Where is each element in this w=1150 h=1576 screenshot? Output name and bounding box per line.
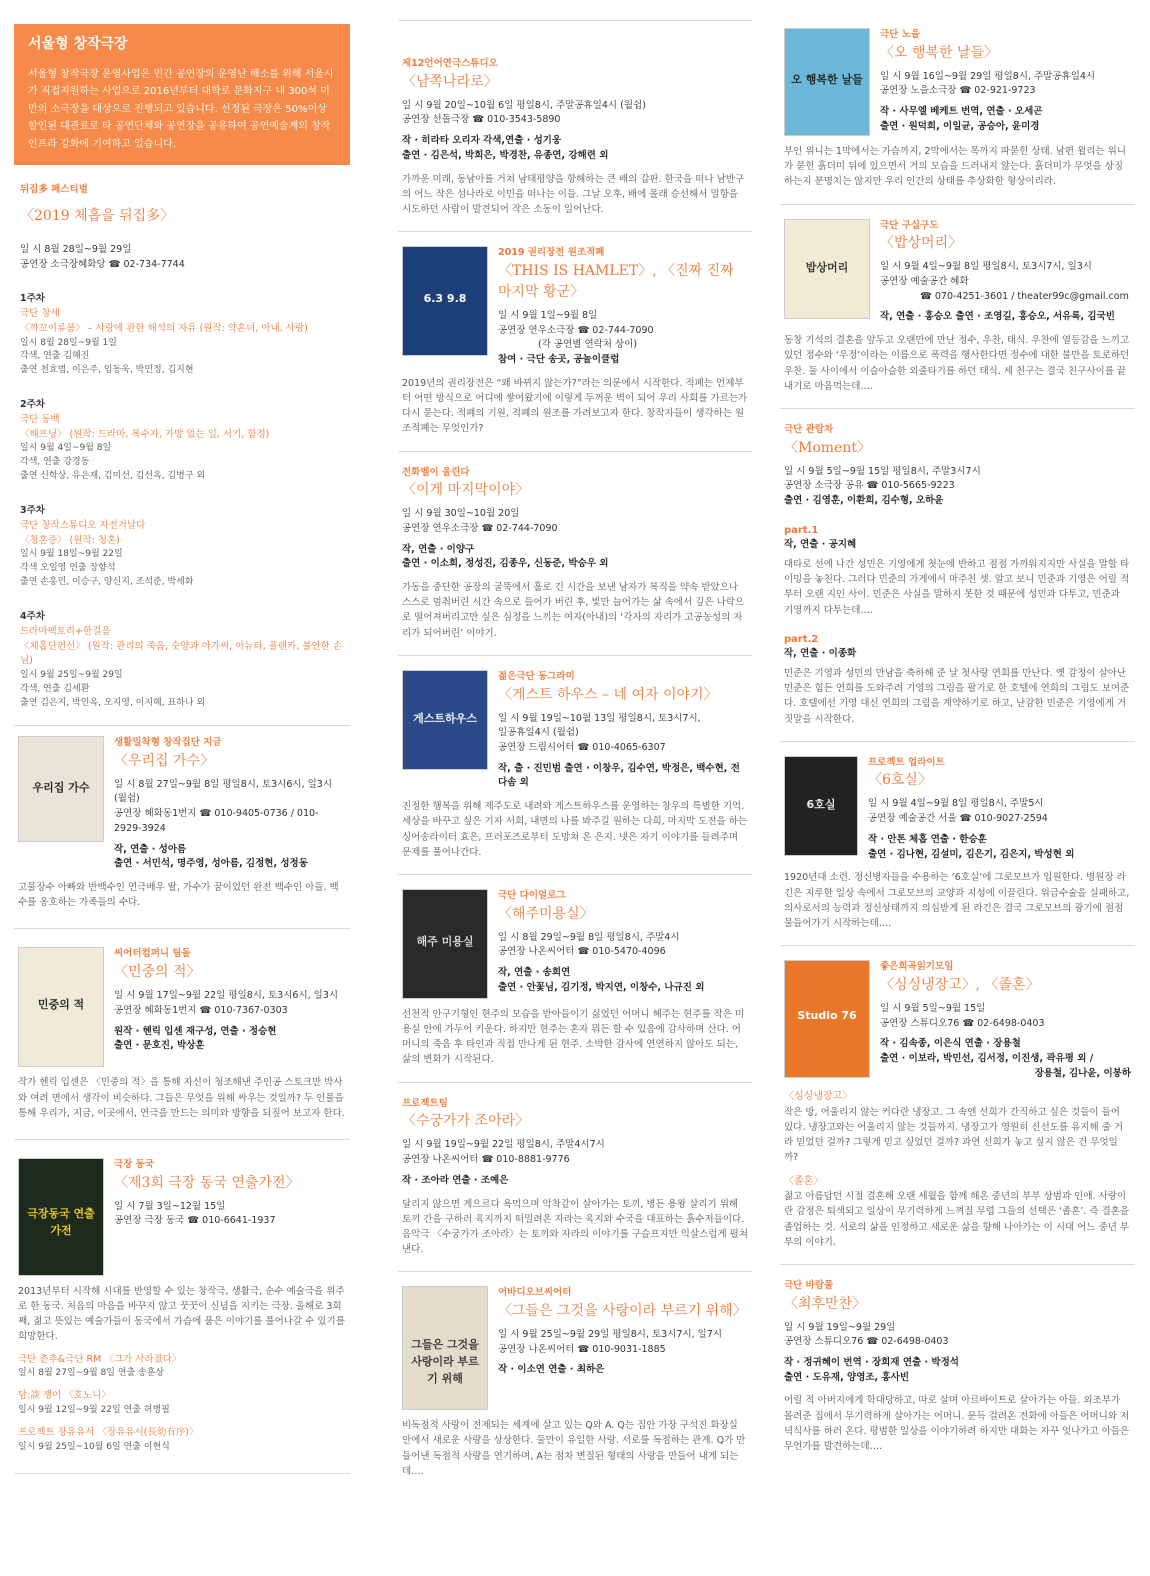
part-description: 대타로 선에 나간 성민은 기영에게 첫눈에 반하고 점점 가까워지지만 사실을 말할 타이밍을 놓친다. 그러다 민준의 가게에서 마주친 셋. 알고 보니 민준과 기영은 어릴 적부터 오랜 지인 사이. 민준은 사실을 말하지 못한 것 때문에 성민과 다투고, 민준과 기영까지 다투는데…. — [784, 559, 1130, 616]
dongguk-show: 프로젝트 장유유서 〈장유유서(長幼有序)〉 — [18, 1426, 199, 1438]
dongguk-date: 일시 8월 27일~9월 8일 연출 송훈상 — [18, 1368, 165, 1379]
description: 비독점적 사랑이 전제되는 세계에 살고 있는 Q와 A. Q는 집안 가장 구석진 화장실 안에서 새로운 사랑을 상상한다. 둘만이 유일한 사랑. 서로를 독점하는 관계. Q가 만들어낸 독점적 사랑을 연기하며, A는 점차 변질된 형태의 사랑을 만들어 내게 되는데…. — [402, 1420, 746, 1477]
cast: 출연 · 김나현, 김설미, 김은기, 김은지, 박성현 외 — [868, 848, 1075, 860]
credits: 작 · 사무엘 베케트 번역, 연출 · 오세곤 — [880, 106, 1043, 118]
credits: 작, 연출 · 송희연 — [498, 967, 571, 979]
poster-caption: 6호실 — [806, 797, 836, 811]
date: 일 시 9월 16일~9월 29일 평일8시, 주말공휴일4시 — [880, 70, 1096, 82]
entry-header — [784, 960, 1131, 1081]
show-entry — [780, 1279, 1135, 1454]
venue: 공연장 연우소극장 ☎ 02-744-7090 — [402, 522, 558, 534]
description: 고물장수 아빠와 반백수인 연극배우 딸, 가수가 꿈이었던 완전 백수인 아들. 백수를 옹호하는 가족들의 수다. — [18, 881, 339, 909]
show-title: 〈제3회 극장 동국 연출가전〉 — [114, 1174, 300, 1191]
venue: 공연장 혜화동1번지 ☎ 010-7367-0303 — [114, 1004, 288, 1016]
work-title: 〈청혼증〉 (원작: 청혼) — [20, 534, 120, 546]
show-info — [868, 756, 1131, 863]
week-date: 일시 8월 28일~9월 1일 — [20, 337, 117, 348]
date: 일 시 9월 17일~9월 22일 평일8시, 토3시6시, 일3시 — [114, 990, 339, 1002]
description: 동창 기석의 결혼을 앞두고 오랜만에 만난 정수, 우찬, 태식. 우찬에 열등감을 느끼고 있던 정수와 ‘우정’이라는 이름으로 폭력을 행사한다면 정수에 대한 불만을 토로하던 우찬. 둘 사이에서 이슬아슬한 외줄타기를 하던 태식. 세 친구는 결국 친구사이를 끝내기로 마음먹는데…. — [784, 335, 1130, 392]
cast: 출연 · 서민석, 명주영, 성아름, 김정현, 성정동 — [114, 858, 308, 870]
cast: 출연 · 원덕희, 이일균, 공승아, 윤미경 — [880, 120, 1040, 132]
show-info — [402, 466, 748, 573]
show-entry — [780, 219, 1135, 394]
category: 뒤집多 페스티벌 — [20, 184, 88, 196]
intro-box — [14, 24, 350, 165]
divider — [398, 1271, 752, 1272]
show-entry — [398, 1286, 752, 1479]
show-title: 〈THIS IS HAMLET〉, 〈진짜 진짜 마지막 황군〉 — [498, 262, 734, 300]
category: 전화벨이 울린다 — [402, 466, 470, 478]
festival-section — [14, 165, 350, 711]
show-entry — [398, 246, 752, 436]
credits: 작 · 이소연 연출 · 최하은 — [498, 1364, 605, 1376]
show-title: 〈그들은 그것을 사랑이라 부르기 위해〉 — [498, 1303, 747, 1319]
date: 일 시 7월 3일~12월 15일 — [114, 1200, 226, 1212]
week-label: 2주차 — [20, 399, 45, 411]
poster-caption: 밥상머리 — [805, 260, 849, 274]
show-info — [402, 1097, 748, 1189]
cast: 출연 · 도유재, 양영조, 홍사빈 — [784, 1371, 910, 1383]
show-title: 〈게스트 하우스 – 네 여자 이야기〉 — [498, 686, 718, 703]
poster-image — [18, 947, 104, 1067]
show-info — [498, 670, 748, 791]
poster-image — [402, 889, 488, 999]
entry-header — [402, 670, 748, 791]
credits: 작, 연출 · 홍승오 출연 · 조영길, 홍승오, 서유록, 김국빈 — [880, 311, 1115, 323]
week-date: 일시 9월 25일~9월 29일 — [20, 670, 123, 681]
venue: ☎ 070-4251-3601 / theater99c@gmail.com — [920, 290, 1129, 302]
category: 좋은희곡읽기모임 — [880, 961, 954, 973]
category: 어바디오브씨어터 — [498, 1287, 572, 1299]
venue: 공연장 예술공간 혜화 — [880, 276, 969, 287]
description: 작가 헨릭 입센은 〈민중의 적〉을 통해 자신이 청조해낸 주인공 스토크만 박사와 여려 면에서 생각이 비슷하다. 그들은 무엇을 위해 싸우는 것일까? 두 인물을 통해 우리가, 지금, 이곳에서, 연극을 만드는 의미와 방향을 되짚어 보고자 한다. — [18, 1077, 345, 1119]
poster-caption: 오 행복한 날들 — [791, 73, 863, 87]
cast: 출연 · 김영훈, 이환희, 김수형, 오하윤 — [784, 495, 944, 507]
description: 2019년의 권리장전은 “왜 바뀌지 않는가?”라는 의문에서 시작한다. 적폐는 언제부터 어떤 방식으로 어디에 쌓여왔기에 이렇게 두꺼운 벽이 되어 우리 사회를 가르는가 다시 묻는다. 적폐의 기원, 적폐의 원조를 가려보고자 한다. 창작자들이 생각하는 원조적폐는 무엇인가? — [402, 377, 748, 435]
divider — [14, 928, 350, 929]
show-entry — [780, 756, 1135, 931]
show-title: 〈2019 체홉을 뒤집多〉 — [20, 207, 175, 224]
show-title: 〈최후만찬〉 — [784, 1295, 867, 1312]
divider — [780, 204, 1135, 205]
poster-image — [402, 246, 488, 356]
week-label: 1주차 — [20, 293, 45, 305]
intro-title: 서울형 창작극장 — [28, 36, 128, 52]
date: 일 시 8월 28일~9월 29일 — [20, 243, 132, 255]
cast: 출연 · 김은석, 박희은, 박경찬, 유종연, 강해련 외 — [402, 149, 609, 161]
show-title: 〈Moment〉 — [784, 439, 871, 456]
show-info — [498, 889, 748, 996]
show-title: 〈싱싱냉장고〉, 〈졸혼〉 — [880, 976, 1040, 993]
description: 1920년대 소련. 정신병자들을 수용하는 ‘6호실’에 그로모브가 입원한다. 병원장 라긴은 지루한 일상 속에서 그로모브의 교양과 지성에 이끌린다. 위급수술을 실패하고, 의사로서의 능력과 정신상태까지 의심받게 된 라긴은 결국 그로모브의 광기에 점점 물들어가기 시작하는데…. — [784, 872, 1130, 929]
show-title: 〈우리집 가수〉 — [114, 752, 215, 769]
date: 일 시 9월 30일~10월 20일 — [402, 508, 520, 520]
work-title: 〈체홉단편선〉 (원작: 관리의 죽음, 숫양과 아가씨, 아뉴타, 플랜카, 불안한 손님) — [20, 640, 343, 667]
week-label: 4주차 — [20, 611, 45, 623]
entry-header — [784, 756, 1131, 863]
date: 일 시 9월 4일~9월 8일 평일8시, 주말5시 — [868, 798, 1044, 810]
description: 가까운 미래, 동남아를 거쳐 남태평양을 항해하는 큰 배의 갑판. 한국을 떠나 남반구의 어느 작은 섬나라로 이민을 떠나는 이들. 그날 오후, 배에 몰래 승선해서 밀항을 시도하던 사람이 발견되어 작은 소동이 일어난다. — [402, 173, 745, 215]
date: 일 시 9월 19일~9월 22일 평일8시, 주말4시7시 — [402, 1139, 605, 1151]
description: 어릴 적 아버지에게 학대당하고, 따로 살며 아르바이트로 살아가는 아들. 외조부가 몰려준 집에서 무기력하게 살아가는 어머니. 문득 걸려온 전화에 아들은 어머니와 저녁식사를 하러 온다. 평범한 일상을 이야기하려 하지만 대화는 자꾸 엇나가고 아들은 무언가를 발견하는데…. — [784, 1395, 1130, 1453]
date: 일 시 8월 27일~9월 8일 평일8시, 토3시6시, 일3시 (월쉼) — [114, 778, 333, 805]
show-info — [114, 736, 346, 872]
venue: 공연장 노을소극장 ☎ 02-921-9723 — [880, 85, 1036, 97]
part-credit: 작, 연출 · 이종화 — [784, 648, 857, 660]
show-entry — [398, 889, 752, 1068]
column-1 — [14, 0, 350, 1484]
show-title: 〈이게 마지막이야〉 — [402, 482, 530, 499]
poster-caption: 우리집 가수 — [32, 780, 90, 794]
venue: 공연장 나온씨어터 ☎ 010-9031-1885 — [498, 1343, 666, 1355]
category: 젊은극단 동그라미 — [498, 670, 575, 682]
venue: 공연장 극장 동국 ☎ 010-6641-1937 — [114, 1215, 276, 1227]
category: 극단 바람풀 — [784, 1279, 834, 1291]
venue: 공연장 소극장 공유 ☎ 010-5665-9223 — [784, 480, 955, 492]
date: 일 시 9월 5일~9월 15일 — [880, 1002, 986, 1014]
show-info — [402, 57, 748, 164]
poster-image — [18, 1158, 104, 1276]
week-block — [20, 292, 344, 378]
poster-caption: 게스트하우스 — [413, 712, 477, 726]
sub-title: 〈싱싱냉장고〉 — [784, 1091, 853, 1103]
venue: 공연장 나온씨어터 ☎ 010-5470-4096 — [498, 946, 666, 958]
show-title: 〈6호실〉 — [868, 772, 932, 789]
date: 일 시 9월 19일~9월 29일 — [784, 1321, 896, 1333]
intro-text: 서울형 창작극장 운영사업은 민간 공연장의 운영난 해소를 위해 서울시가 직접지원하는 사업으로 2016년부터 대학로 문화지구 내 300석 미만의 소극장을 대상으로 진행되고 있습니다. 선정된 극장은 50%이상 할인된 대관료로 타 공연단체와 공연장을 공유하여 공연예술계의 창작 인프라 강화에 기여하고 있습니다. — [28, 68, 334, 150]
week-cast: 출연 김은지, 박인옥, 오지영, 이지혜, 표하나 외 — [20, 698, 206, 708]
date: 일 시 9월 19일~10월 13일 평일8시, 토3시7시, — [498, 712, 701, 724]
divider — [398, 874, 752, 875]
show-entry — [780, 28, 1135, 190]
category: 프로젝트팀 — [402, 1097, 448, 1109]
part-description: 민준은 기영과 성민의 만남을 축하해 준 날 첫사랑 연희를 만난다. 옛 감정이 살아난 민준은 힘든 연희를 도와주려 기영의 그림을 팔기로 한 호텔에 연희의 그림도 보여준다. 호텔에선 기영 대신 연희의 그림을 계약하기로 하고, 난감한 민준은 기영에게 거짓말을 시작한다. — [784, 667, 1130, 725]
show-entry — [398, 670, 752, 860]
dongguk-date: 일시 9월 12일~9월 22일 연출 허병필 — [18, 1405, 170, 1416]
divider — [780, 408, 1135, 409]
poster-image — [784, 756, 858, 856]
show-title: 〈남쪽나라로〉 — [402, 73, 498, 90]
part-label: part.2 — [784, 633, 819, 645]
category: 극단 다이얼로그 — [498, 889, 566, 901]
category: 씨어터컴퍼니 팀돌 — [114, 948, 191, 960]
entry-header — [402, 246, 748, 368]
column-2 — [398, 0, 752, 1479]
week-director: 각색, 연출 강경동 — [20, 457, 90, 468]
entry-header — [18, 1158, 346, 1276]
show-title: 〈밥상머리〉 — [880, 235, 963, 252]
date: 일 시 8월 29일~9월 8일 평일8시, 주말4시 — [498, 931, 680, 943]
credits: 작, 연출 · 이양구 — [402, 543, 475, 555]
show-title: 〈민중의 적〉 — [114, 964, 201, 981]
venue: 공연장 연우소극장 ☎ 02-744-7090 — [498, 324, 654, 336]
show-entry — [14, 1158, 350, 1345]
dongguk-date: 일시 9월 25일~10월 6일 연출 이현식 — [18, 1441, 170, 1452]
venue: 공연장 혜화동1번지 ☎ 010-9405-0736 / 010-2929-3924 — [114, 808, 319, 834]
show-info — [114, 947, 346, 1054]
week-block — [20, 398, 344, 484]
venue: 공연장 스튜디오76 ☎ 02-6498-0403 — [880, 1017, 1045, 1029]
venue: 공연장 나온씨어터 ☎ 010-8881-9776 — [402, 1154, 570, 1166]
credits: 작 · 정귀혜이 번역 · 장희재 연출 · 박정석 — [784, 1357, 959, 1369]
credits: 원작 · 헨릭 입센 재구성, 연출 · 정승현 — [114, 1025, 277, 1037]
category: 프로젝트 업라이트 — [868, 756, 945, 768]
divider — [780, 741, 1135, 742]
description: 달리지 않으면 게으르다 욕먹으며 악착같이 살아가는 토끼, 병든 용왕 살리기 위해 토끼 간을 구하러 육지까지 떠밀려온 자라는 육지와 수국을 대표하는 흙수저들이다. 음악극 〈수궁가가 조아라〉는 토끼와 자라의 이야기를 구슬프지만 익살스럽게 펼쳐낸다. — [402, 1198, 749, 1256]
show-info — [880, 219, 1131, 326]
cast: 참여 · 극단 송곳, 공놀이클럽 — [498, 354, 620, 366]
show-entry — [398, 1097, 752, 1258]
date: 일 시 9월 1일~9월 8일 — [498, 309, 598, 321]
work-title: 〈해프닝〉 (원작: 드라마, 복수자, 가망 없는 일, 서기, 함정) — [20, 428, 270, 440]
date: 일 시 9월 5일~9월 15일 평일8시, 주말3시7시 — [784, 465, 981, 477]
venue: 공연장 스튜디오76 ☎ 02-6498-0403 — [784, 1336, 949, 1348]
poster-image — [784, 28, 870, 136]
venue: 공연장 예술공간 서울 ☎ 010-9027-2594 — [868, 813, 1048, 825]
week-block — [20, 610, 344, 711]
date: 일 시 9월 4일~9월 8일 평일8시, 토3시7시, 일3시 — [880, 261, 1092, 273]
category: 극장 동국 — [114, 1158, 155, 1170]
divider — [398, 231, 752, 232]
credits: 작 · 조아라 연출 · 조예은 — [402, 1174, 509, 1186]
divider — [398, 1082, 752, 1083]
credits: 작, 연출 · 성아름 — [114, 843, 187, 855]
poster-image — [18, 736, 104, 842]
description: 진정한 행복을 위해 제주도로 내려와 게스트하우스를 운영하는 창우의 특별한 기억. 세상을 바꾸고 싶은 기자 서희, 내면의 나를 봐주길 원하는 다희, 마지막 도전을 하는 싱어송라이터 효은, 프러포즈로부터 도망쳐 온 은지. 넷은 자기 이야기를 들려주며 문제를 풀어나간다. — [402, 801, 748, 858]
dongguk-show: 담:談 쟁이 〈호노니〉 — [18, 1390, 111, 1402]
description: 가동을 중단한 공장의 굴뚝에서 홀로 긴 시간을 보낸 남자가 복직을 약속 받았으나 스스로 멈춰버린 시간 속으로 들어가 버린 후, 빛만 늘어가는 삶 속에서 깊은 나락으로 떨어져버리고만 싶은 심정을 느끼는 여자(아내)의 ‘각자의 자리가 고공농성의 자리가 되어버린’ 이야기. — [402, 582, 745, 639]
show-entry — [14, 736, 350, 910]
category: 극단 노을 — [880, 29, 921, 40]
week-director: 각색 오일영 연출 장향석 — [20, 563, 116, 574]
team-name: 극단 창세 — [20, 308, 60, 320]
poster-image — [784, 960, 870, 1078]
divider — [780, 1264, 1135, 1265]
show-info — [784, 1279, 1131, 1386]
poster-caption: 민중의 적 — [37, 997, 85, 1011]
description: 2013년부터 시작해 시대를 반영할 수 있는 창작극, 생활극, 순수 예술극을 위주로 한 동국. 처음의 마음을 바꾸지 않고 꿋꿋이 신념을 지키는 극장. 올해로 3회째, 젊고 뜻있는 예술가들이 동국에서 가슴에 품은 이야기를 풀어나갈 수 있기를 희망한다. — [18, 1285, 345, 1343]
divider — [398, 655, 752, 656]
cast: 출연 · 안꽃님, 김기정, 박지연, 이창수, 나규진 외 — [498, 981, 705, 993]
credits: 작 · 안톤 체홉 연출 · 한승훈 — [868, 833, 987, 845]
entry-header — [402, 1286, 748, 1410]
poster-caption: 극장동국 연출가전 — [27, 1207, 95, 1238]
divider — [780, 945, 1135, 946]
week-cast: 출연 천효범, 이은주, 임동욱, 박민정, 김지현 — [20, 365, 194, 376]
show-info — [114, 1158, 346, 1229]
cast: 출연 · 이보라, 박민선, 김서정, 이진생, 곽유평 외 / — [880, 1052, 1094, 1064]
venue: (각 공연별 연락처 상이) — [538, 339, 638, 351]
category: 2019 권리장전 원조적폐 — [498, 247, 605, 259]
credits: 작 · 히라타 오리자 각색,연출 · 성기웅 — [402, 135, 562, 147]
cast: 출연 · 이소희, 정성진, 김종우, 신동준, 박승우 외 — [402, 558, 609, 570]
team-name: 드라마팩토리+한걸음 — [20, 625, 111, 637]
part-label: part.1 — [784, 524, 819, 536]
sub-description: 작은 방, 어울리지 않는 커다란 냉장고. 그 속엔 선희가 간직하고 싶은 것들이 들어 있다. 냉장고와는 어울리지 않는 것들까지. 냉장고가 영원히 신선도를 유지해 줄 거라 믿었던 걸까? 그렇게 믿고 싶었던 걸까? 과연 선희가 놓고 싶지 않은 건 무엇일까? — [784, 1106, 1124, 1164]
poster-image — [784, 219, 870, 319]
show-entry — [398, 466, 752, 641]
credits: 작 · 김속종, 이은식 연출 · 장용철 — [880, 1038, 1021, 1050]
week-block — [20, 504, 344, 590]
week-cast: 출연 손흥민, 이승구, 양신지, 조석준, 박세화 — [20, 577, 194, 588]
cast: 출연 · 문호진, 박상훈 — [114, 1040, 205, 1052]
show-info — [880, 960, 1131, 1081]
sub-description: 젊고 아름답던 시절 결혼해 오랜 세월을 함께 해온 중년의 부부 상범과 인애. 사랑이란 감정은 퇴색되고 일상이 무기력하게 느껴질 무렵 그들의 선택은 ‘졸혼’. 즉 결혼을 졸업하는 것. 서로의 삶을 인정하고 새로운 삶을 향해 나아가는 이 시대 어느 중년 부부의 이야기. — [784, 1191, 1130, 1248]
divider — [398, 451, 752, 452]
show-entry — [14, 947, 350, 1121]
week-date: 일시 9월 4일~9월 8일 — [20, 443, 112, 454]
poster-caption: 6.3 9.8 — [423, 292, 467, 306]
cast: 장용철, 김나윤, 이봉하 — [1034, 1067, 1131, 1079]
week-cast: 출연 신학상, 유은재, 김미선, 김선옥, 김병구 외 — [20, 471, 206, 482]
entry-header — [18, 736, 346, 872]
poster-caption: 그들은 그것을 사랑이라 부르기 위해 — [411, 1338, 479, 1386]
poster-image — [402, 670, 488, 770]
category: 극단 구십구도 — [880, 219, 939, 231]
credits: 작, 출 · 진민범 출연 · 이창우, 김수연, 박정은, 백수현, 전다솜 외 — [498, 762, 740, 789]
team-name: 극단 동백 — [20, 414, 60, 426]
description: 부인 위니는 1막에서는 가슴까지, 2막에서는 목까지 파묻힌 상태. 남편 윌리는 위니가 묻힌 흙더미 뒤에 있으면서 거의 모습을 드러내지 않는다. 흙더미가 무엇을 상징하는지 분명치는 않지만 우리 인간의 상태를 추상화한 형상이리라. — [784, 146, 1126, 188]
show-entry — [398, 57, 752, 217]
week-label: 3주차 — [20, 505, 45, 517]
category: 극단 관람차 — [784, 423, 834, 435]
poster-image — [402, 1286, 488, 1410]
date: 일 시 9월 20일~10월 6일 평일8시, 주말공휴일4시 (월쉼) — [402, 99, 646, 111]
category: 제12언어연극스튜디오 — [402, 58, 498, 69]
show-title: 〈오 행복한 날들〉 — [880, 44, 999, 61]
poster-caption: 해주 미용실 — [416, 935, 474, 949]
venue: 공연장 소극장혜화당 ☎ 02-734-7744 — [20, 258, 185, 270]
week-date: 일시 9월 18일~9월 22일 — [20, 549, 123, 560]
category: 생활밀착형 창작집단 지금 — [114, 736, 222, 748]
entry-header — [18, 947, 346, 1067]
work-title: 〈까꼬이류봄〉 – 사랑에 관한 해석의 자유 (원작: 약혼녀, 아내, 사랑) — [20, 322, 308, 334]
show-entry — [780, 960, 1135, 1250]
entry-header — [784, 28, 1131, 136]
show-title: 〈해주미용실〉 — [498, 905, 594, 922]
show-info — [498, 246, 748, 368]
date: 일 시 9월 25일~9월 29일 평일8시, 토3시7시, 일7시 — [498, 1329, 723, 1340]
entry-header — [784, 219, 1131, 326]
show-info — [880, 28, 1131, 135]
sub-title: 〈졸혼〉 — [784, 1175, 824, 1187]
divider — [14, 1139, 350, 1140]
week-director: 각색, 연출 김세환 — [20, 684, 90, 695]
team-name: 극단 창작스튜디오 자전거날다 — [20, 520, 146, 531]
part-credit: 작, 연출 · 공지혜 — [784, 539, 857, 551]
week-director: 각색, 연출 김혜진 — [20, 351, 90, 362]
dongguk-show: 극단 춘추&극단 RM 〈그가 사라졌다〉 — [18, 1353, 182, 1365]
column-3 — [780, 0, 1135, 1454]
poster-caption: Studio 76 — [797, 1009, 857, 1023]
entry-header — [402, 889, 748, 999]
description: 선천적 안구기형인 현주의 모습을 받아들이기 싫었던 어머니 해주는 현주를 작은 미용실 안에 가두어 키운다. 하지만 현주는 혼자 뭐든 할 수 있음에 감사하며 산다. 어머니의 죽음 후 타인과 직접 만나게 된 현주. 소박한 감사에 연연하지 않아도 되는, 삶의 변화가 시작된다. — [402, 1008, 745, 1066]
show-info — [784, 423, 1131, 509]
venue: 공연장 드림시어터 ☎ 010-4065-6307 — [498, 742, 666, 753]
venue: 공연장 선돌극장 ☎ 010-3543-5890 — [402, 114, 561, 126]
show-info — [498, 1286, 748, 1378]
date: 일공휴일4시 (월쉼) — [498, 727, 579, 739]
show-title: 〈수궁가가 조아라〉 — [402, 1113, 530, 1130]
show-entry — [780, 423, 1135, 727]
